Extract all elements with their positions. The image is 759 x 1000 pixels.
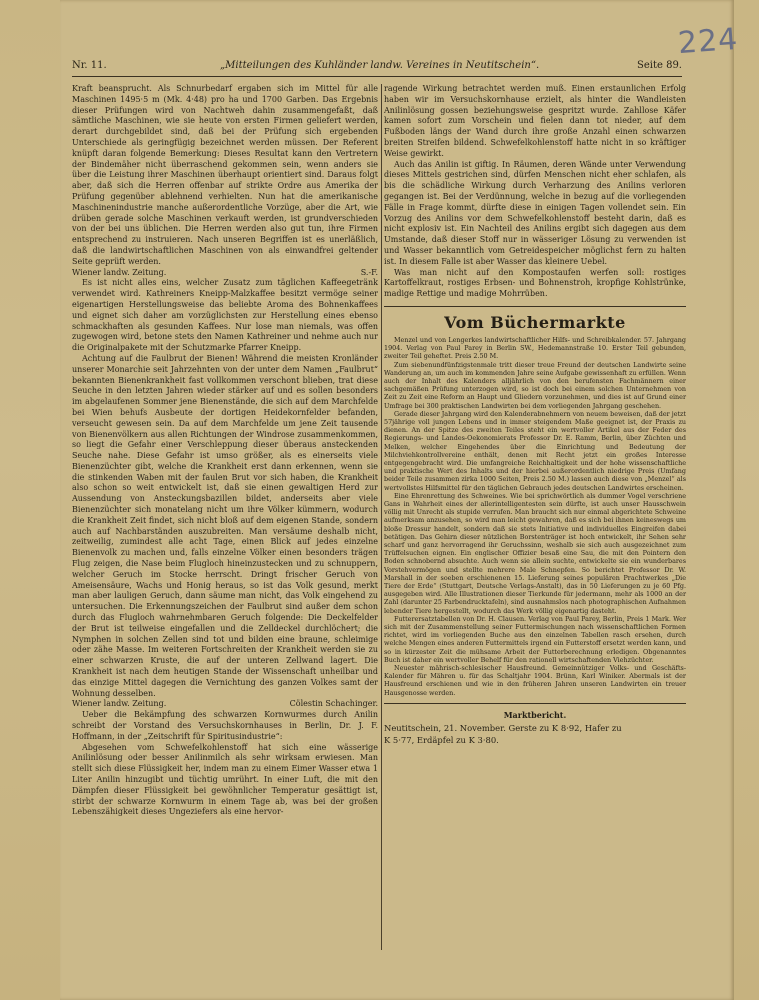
page-number: Seite 89. bbox=[637, 60, 682, 71]
article-paragraph: Kraft beansprucht. Als Schnurbedarf ergaben sich im Mittel für alle Maschinen 1495·5 m (Mk. 4·48) pro ha und 1700 Garben. Das Ergebnis dieser Prüfungen wird von Nachtweh dahin zusammengefaßt, daß sämtliche Maschinen, wie sie heute von ersten Firmen geliefert werden, derart durchgebildet sind, daß bei der Prüfung sich ergebenden Unterschiede als geringfügig bezeichnet werden müssen. Der Referent knüpft daran folgende Bemerkung: Dieses Resultat kann den Vertretern der Bindemäher nicht überraschend gekommen sein, wenn anders sie über die Leistung ihrer Maschinen überhaupt orientiert sind. Daraus folgt aber, daß sich die Herren offenbar auf strikte Ordre aus Amerika der Prüfung gegenüber ablehnend verhielten. Nun hat die amerikanische Maschinenindustrie manche außerordentliche Vorzüge, aber die Art, wie drüben gerade solche Maschinen verkauft werden, ist grundverschieden von der bei uns üblichen. Die Herren werden also gut tun, ihre Firmen entsprechend zu instruieren. Nach unseren Begriffen ist es unerläßlich, daß die landwirtschaftlichen Maschinen von als einwandfrei geltender Seite geprüft werden. bbox=[72, 84, 378, 266]
running-header bbox=[72, 60, 682, 76]
article-paragraph: ragende Wirkung betrachtet werden muß. Einen erstaunlichen Erfolg haben wir im Versuchskornhause erzielt, als hinter die Wandleisten Anilinlösung gossen beziehungsweise gespritzt wurde. Zahllose Käfer kamen sofort zum Vorschein und fielen dann tot nieder, auf dem Fußboden längs der Wand durch ihre große Anzahl einen schwarzen breiten Streifen bildend. Schwefelkohlenstoff hatte nicht in so kräftiger Weise gewirkt. bbox=[384, 84, 686, 158]
article-paragraph: Achtung auf die Faulbrut der Bienen! Während die meisten Kronländer unserer Monarchie seit Jahrzehnten von der unter dem Namen „Faulbrut“ bekannten Bienenkrankheit fast vollkommen verschont blieben, trat diese Seuche in den letzten Jahren wieder stärker auf und es sollen besonders im abgelaufenen Sommer jene Bienenstände, die sich auf dem Marchfelde bei Wien behufs Ausbeute der dortigen Heidekornfelder befanden, verseucht gewesen sein. Da auf dem Marchfelde um jene Zeit tausende von Bienenvölkern aus allen Richtungen der Windrose zusammenkommen, so liegt die Gefahr einer Verschleppung dieser überaus ansteckenden Seuche nahe. Diese Gefahr ist umso größer, als es einerseits viele Bienenzüchter gibt, welche die Krankheit erst dann erkennen, wenn sie die stinkenden Waben mit der faulen Brut vor sich haben, die Krankheit also schon so weit entwickelt ist, daß sie einen gewaltigen Herd zur Aussendung von Ansteckungsbazillen bildet, anderseits aber viele Bienenzüchter sich monatelang nicht um ihre Völker kümmern, wodurch die Krankheit Zeit findet, sich nicht bloß auf dem eigenen Stande, sondern auch auf Nachbarständen auszubreiten. Man versäume deshalb nicht, zeitweilig, zumindest alle acht Tage, einen Blick auf jedes einzelne Bienenvolk zu machen und, falls einzelne Völker einen besonders trägen Flug zeigen, die Nase beim Flugloch hineinzustecken und zu schnuppern, welcher Geruch im Stocke herrscht. Dringt frischer Geruch von Ameisensäure, Wachs und Honig heraus, so ist das Volk gesund, merkt man aber lauligen Geruch, dann säume man nicht, das Volk eingehend zu untersuchen. Die Erkennungszeichen der Faulbrut sind außer dem schon durch das Flugloch wahrnehmbaren Geruch folgende: Die Deckelfelder der Brut ist teilweise eingefallen und die Zelldeckel durchlöchert; die Nymphen in solchen Zellen sind tot und bilden eine braune, schleimige oder zähe Masse. Im weiteren Fortschreiten der Krankheit werden sie zu einer schwarzen Kruste, die auf der unteren Zellwand lagert. Die Krankheit ist nach dem heutigen Stande der Wissenschaft unheilbar und das einzige Mittel dagegen die Vernichtung des ganzen Volkes samt der Wohnung desselben. bbox=[72, 353, 378, 698]
article-paragraph: Es ist nicht alles eins, welcher Zusatz zum täglichen Kaffeegetränk verwendet wird. Kathreiners Kneipp-Malzkaffee besitzt vermöge seiner eigenartigen Herstellungsweise das beliebte Aroma des Bohnenkaffees und eignet sich daher am vorzüglichsten zur Herstellung eines ebenso schmackhaften als gesunden Kaffees. Nur lose man niemals, was offen zugewogen wird, betone stets den Namen Kathreiner und nehme auch nur die Originalpakete mit der Schutzmarke Pfarrer Kneipp. bbox=[72, 278, 378, 353]
market-report-title: Marktbericht. bbox=[503, 709, 567, 720]
journal-title: „Mitteilungen des Kuhländer landw. Vereines in Neutitschein“. bbox=[220, 60, 540, 71]
article-paragraph: Was man nicht auf den Kompostaufen werfen soll: rostiges Kartoffelkraut, rostiges Erbsen- und Bohnenstroh, kropfige Kohlstrünke, madige Rettige und madige Mohrrüben. bbox=[384, 267, 686, 299]
section-rule bbox=[384, 306, 686, 307]
book-review-entry: Menzel und von Lengerkes landwirtschaftlicher Hilfs- und Schreibkalender. 57. Jahrgang 1904. Verlag von Paul Parey in Berlin SW., Hedemannstraße 10. Erster Teil gebunden, zweiter Teil geheftet. Preis 2.50 M. bbox=[384, 335, 686, 361]
article-paragraph: Auch das Anilin ist giftig. In Räumen, deren Wände unter Verwendung dieses Mittels gestrichen sind, dürfen Menschen nicht eher schlafen, als bis die schädliche Wirkung durch Verharzung des Anilins verloren gegangen ist. Bei der Verdünnung, welche in bezug auf die vorliegenden Fälle in Frage kommt, dürfte diese in einigen Tagen vollendet sein. Ein Vorzug des Anilins vor dem Schwefelkohlenstoff besteht darin, daß es nicht explosiv ist. Ein Nachteil des Anilins ergibt sich dagegen aus dem Umstande, daß dieser Stoff nur in wässeriger Lösung zu verwenden ist und Wasser bekanntlich vom Getreidespeicher möglichst fern zu halten ist. In diesem Falle ist aber Wasser das kleinere Uebel. bbox=[384, 159, 686, 266]
article-signature bbox=[72, 699, 378, 710]
book-review-entry: Neuester mährisch-schlesischer Hausfreund. Gemeinnütziger Volks- und Geschäfts-Kalender für Mähren u. für das Schaltjahr 1904. Brünn, Karl Winiker. Abermals ist der Hausfreund erschienen und wie in den früheren Jahren unseren Landwirten ein treuer Hausgenosse werden. bbox=[384, 664, 686, 697]
market-rule bbox=[384, 703, 686, 704]
article-signature bbox=[72, 268, 378, 279]
market-report-line: K 5·77, Erdäpfel zu K 3·80. bbox=[384, 734, 499, 745]
book-review-entry: Futterersatztabellen von Dr. H. Clausen. Verlag von Paul Parey, Berlin, Preis 1 Mark. Wer sich mit der Zusammenstellung seiner Futtermischungen nach wissenschaftlichen Formen richtet, wird im vorliegenden Buche aus den einzelnen Tabellen rasch ersehen, durch welche Mengen eines anderen Futtermittels irgend ein Futterstoff ersetzt werden kann, und so in kürzester Zeit die mühsame Arbeit der Futterberechnung erledigen. Obgenanntes Buch ist daher ein wertvoller Behelf für den rationell wirtschaftenden Viehzüchter. bbox=[384, 614, 686, 664]
right-column-articles bbox=[384, 84, 686, 300]
book-review-entry: Zum siebenundfünfzigstenmale tritt dieser treue Freund der deutschen Landwirte seine Wanderung an, um auch im kommenden Jahre seine Aufgabe gewissenhaft zu erfüllen. Wenn auch der Inhalt des Kalenders alljährlich von den berufensten Fachmännern einer sachgemäßen Prüfung unterzogen wird, so ist doch bei einem solchen Unternehmen von Zeit zu Zeit eine Reform an Haupt und Gliedern vorzunehmen, und dies ist auf Grund einer Umfrage bei 300 praktischen Landwirten bei dem vorliegenden Jahrgang geschehen. bbox=[384, 360, 686, 410]
right-column bbox=[384, 84, 686, 746]
book-reviews bbox=[384, 336, 686, 697]
book-section-title: Vom Büchermarkte bbox=[444, 312, 626, 332]
issue-number: Nr. 11. bbox=[72, 60, 107, 71]
column-divider bbox=[381, 84, 382, 950]
signature-source: Wiener landw. Zeitung. bbox=[72, 267, 167, 277]
header-rule bbox=[72, 76, 682, 77]
book-review-entry: Eine Ehrenrettung des Schweines. Wie bei sprichwörtlich als dummer Vogel verschriene Gans in Wahrheit eines der allerintelligentesten sein dürfte, ist auch unser Hausschwein völlig mit Unrecht als stupide verrufen. Man braucht sich nur einmal abgerichtete Schweine aufmerksam anzusehen, so wird man leicht gewahren, daß es sich bei ihnen keineswegs um bloße Dressur handelt, sondern daß sie stets Initiative und individuelles Eingreifen dabei betätigen. Das Gehirn dieser nützlichen Borstenträger ist hoch entwickelt, ihr Sehen sehr scharf und ganz hervorragend ihr Geruchssinn, weshalb sie sich auch ausgezeichnet zum Trüffelsuchen eignen. Ein englischer Offizier besaß eine Sau, die mit den Pointern den Boden schnobernd absuchte. Auch wenn sie allein suchte, entwickelte sie ein wunderbares Vorstehvermögen und stellte mehrere Male Schnepfen. So berichtet Professor Dr. W. Marshall in der soeben erschienenen 15. Lieferung seines populären Prachtwerkes „Die Tiere der Erde“ (Stuttgart, Deutsche Verlags-Anstalt), das in 50 Lieferungen zu je 60 Pfg. ausgegeben wird. Alle Illustrationen dieser Tierkunde für jedermann, mehr als 1000 an der Zahl (darunter 25 Farbendrucktafeln), sind ausnahmslos nach photographischen Aufnahmen lebender Tiere hergestellt, wodurch das Werk völlig eigenartig dasteht. bbox=[384, 491, 686, 615]
market-report-line: Neutitschein, 21. November. Gerste zu K 8·92, Hafer zu bbox=[384, 722, 622, 733]
article-paragraph: Abgesehen vom Schwefelkohlenstoff hat sich eine wässerige Anilinlösung oder besser Anilinmilch als sehr wirksam erwiesen. Man stellt sich diese Flüssigkeit her, indem man zu einem Eimer Wasser etwa 1 Liter Anilin hinzugibt und tüchtig umrührt. In einer Luft, die mit den Dämpfen dieser Flüssigkeit bei gewöhnlicher Temperatur gesättigt ist, stirbt der schwarze Kornwurm in einem Tage ab, was bei der großen Lebenszähigkeit dieses Ungeziefers als eine hervor- bbox=[72, 742, 378, 817]
book-review-entry: Gerade dieser Jahrgang wird den Kalenderabnehmern von neuem beweisen, daß der jetzt 57jährige voll jungen Lebens und in immer steigendem Maße geeignet ist, der Praxis zu dienen. An der Spitze des zweiten Teiles steht ein wertvoller Artikel aus der Feder des Regierungs- und Landes-Oekonomierats Professor Dr. E. Ramm, Berlin, über Züchten und Melken, welcher Eingehendes über die Einrichtung und Bedeutung der Milchviehkontrollvereine enthält, denen mit Recht jetzt ein großes Interesse entgegengebracht wird. Die umfangreiche Reichhaltigkeit und der hohe wissenschaftliche und praktische Wert des Inhalts und der hierbei außerordentlich niedrige Preis (Umfang beider Teile zusammen zirka 1000 Seiten, Preis 2.50 M.) lassen auch diese von „Menzel“ als wertvollstes Hilfsmittel für den täglichen Gebrauch jedes deutschen Landwirtes erscheinen. bbox=[384, 409, 686, 492]
signature-author: S.-F. bbox=[360, 267, 378, 277]
left-column bbox=[72, 84, 378, 818]
article-paragraph: Ueber die Bekämpfung des schwarzen Kornwurmes durch Anilin schreibt der Vorstand des Versuchskornhauses in Berlin, Dr. J. F. Hoffmann, in der „Zeitschrift für Spiritusindustrie“: bbox=[72, 710, 378, 741]
signature-source: Wiener landw. Zeitung. bbox=[72, 699, 167, 709]
handwritten-page-number: 224 bbox=[676, 21, 740, 62]
signature-author: Cölestin Schachinger. bbox=[289, 699, 378, 709]
